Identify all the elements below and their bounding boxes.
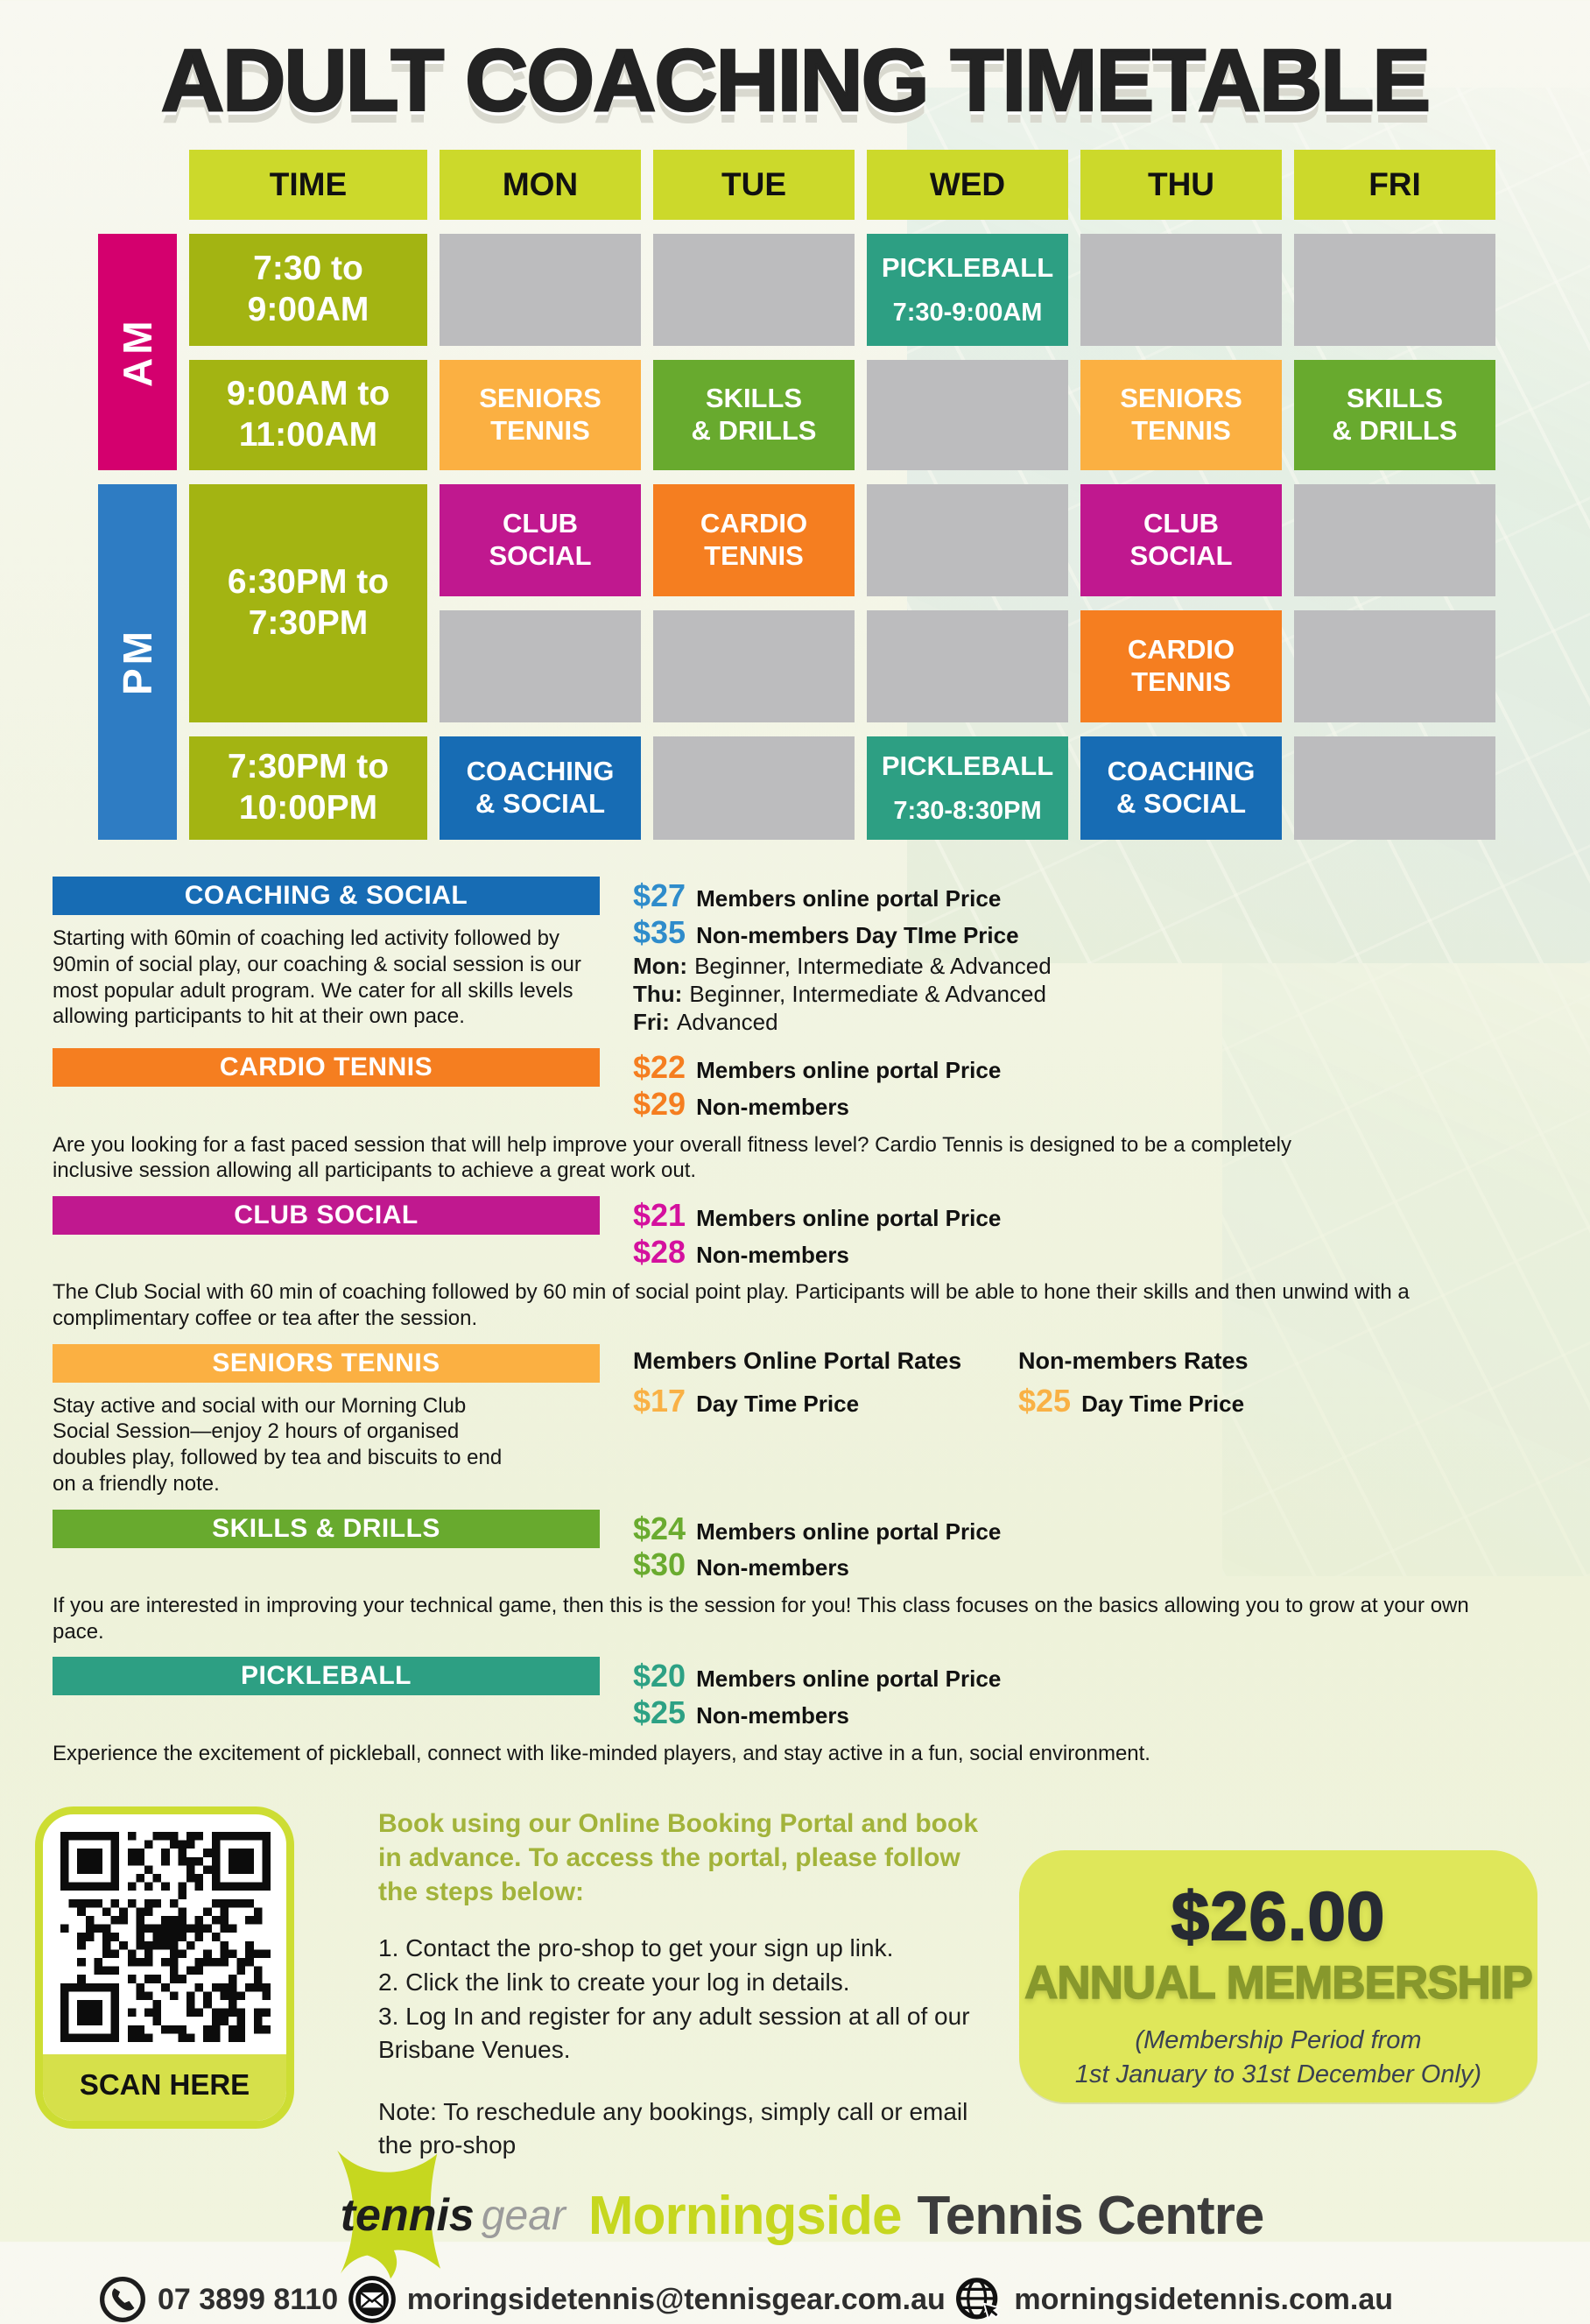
membership-title: ANNUAL MEMBERSHIP	[1024, 1957, 1532, 2010]
membership-period: (Membership Period from 1st January to 31st December Only)	[1074, 2026, 1482, 2089]
booking-instructions	[378, 1806, 982, 2161]
seniors-nonmembers-rates: Non-members Rates $25 Day Time Price	[1018, 1347, 1249, 1419]
program-skills-drills	[53, 1510, 1537, 1645]
am-row-label: AM	[98, 234, 177, 470]
empty-slot	[440, 610, 641, 722]
coaching-levels: Mon: Beginner, Intermediate & Advanced Thu: Beginner, Intermediate & Advanced Fri: Advanced	[633, 953, 1052, 1035]
empty-slot	[1294, 736, 1495, 840]
page-title: ADULT COACHING TIMETABLE	[160, 32, 1430, 130]
slot-thu-pm-club-social: CLUB SOCIAL	[1080, 484, 1282, 596]
seniors-tennis-header: SENIORS TENNIS	[53, 1344, 600, 1383]
seniors-members-rates: Members Online Portal Rates $17 Day Time Price	[633, 1347, 962, 1419]
club-nonmember-price: $28 Non-members	[633, 1233, 849, 1270]
program-sections	[53, 877, 1537, 1766]
pickleball-nonmember-price: $25 Non-members	[633, 1694, 849, 1730]
slot-thu-am-seniors-tennis: SENIORS TENNIS	[1080, 360, 1282, 470]
column-header-tue: TUE	[653, 150, 855, 220]
booking-step-2: 2. Click the link to create your log in details.	[378, 1968, 850, 1996]
club-social-header: CLUB SOCIAL	[53, 1196, 600, 1235]
slot-fri-am-skills-drills: SKILLS & DRILLS	[1294, 360, 1495, 470]
empty-slot	[1294, 234, 1495, 346]
time-slot-900-1100am: 9:00AM to 11:00AM	[189, 360, 427, 470]
cardio-member-price: $22 Members online portal Price	[633, 1049, 1002, 1086]
booking-step-1: 1. Contact the pro-shop to get your sign up link.	[378, 1934, 894, 1962]
pm-row-label: PM	[98, 484, 177, 840]
qr-code	[60, 1832, 271, 2042]
column-header-wed: WED	[867, 150, 1068, 220]
phone-icon	[98, 2275, 147, 2324]
cardio-tennis-header: CARDIO TENNIS	[53, 1048, 600, 1087]
phone-number: 07 3899 8110	[158, 2282, 339, 2316]
seniors-tennis-description: Stay active and social with our Morning Club Social Session—enjoy 2 hours of organised doubles play, followed by tea and biscuits to end on a friendly note.	[53, 1393, 503, 1496]
email-address: moringsidetennis@tennisgear.com.au	[406, 2282, 946, 2316]
empty-slot	[867, 484, 1068, 596]
column-header-thu: THU	[1080, 150, 1282, 220]
time-slot-730-1000pm: 7:30PM to 10:00PM	[189, 736, 427, 840]
time-slot-630-730pm: 6:30PM to 7:30PM	[189, 484, 427, 722]
empty-slot	[867, 610, 1068, 722]
website-url: morningsidetennis.com.au	[1014, 2282, 1393, 2316]
booking-qr-card	[35, 1806, 294, 2129]
logo-word-gear: gear	[481, 2192, 566, 2239]
column-header-fri: FRI	[1294, 150, 1495, 220]
program-pickleball	[53, 1657, 1537, 1766]
slot-thu-pm-coaching-social: COACHING & SOCIAL	[1080, 736, 1282, 840]
logo-word-morningside: Morningside	[587, 2185, 902, 2246]
coaching-nonmember-price: $35 Non-members Day TIme Price	[633, 913, 1019, 950]
annual-membership-card	[1019, 1850, 1537, 2102]
column-header-mon: MON	[440, 150, 641, 220]
time-slot-730-900am: 7:30 to 9:00AM	[189, 234, 427, 346]
empty-slot	[1080, 234, 1282, 346]
skills-member-price: $24 Members online portal Price	[633, 1510, 1002, 1546]
slot-tue-pm-cardio-tennis: CARDIO TENNIS	[653, 484, 855, 596]
website-contact	[954, 2275, 1393, 2324]
brand-logo	[0, 2165, 1590, 2266]
column-header-time: TIME	[189, 150, 427, 220]
bottom-region	[35, 1806, 1537, 2161]
empty-slot	[653, 736, 855, 840]
club-member-price: $21 Members online portal Price	[633, 1197, 1002, 1234]
slot-wed-am-pickleball: PICKLEBALL 7:30-9:00AM	[867, 234, 1068, 346]
booking-heading: Book using our Online Booking Portal and book in advance. To access the portal, please follow the steps below:	[378, 1809, 979, 1907]
pickleball-member-price: $20 Members online portal Price	[633, 1658, 1002, 1694]
coaching-social-description: Starting with 60min of coaching led activity followed by 90min of social play, our coaching & social session is our most popular adult program. We cater for all skills levels allowing participants to hit at their own pace.	[53, 926, 581, 1029]
coaching-social-header: COACHING & SOCIAL	[53, 877, 600, 915]
slot-mon-pm-club-social: CLUB SOCIAL	[440, 484, 641, 596]
slot-mon-pm-coaching-social: COACHING & SOCIAL	[440, 736, 641, 840]
pickleball-description: Experience the excitement of pickleball, connect with like-minded players, and stay active in a fun, social environment.	[53, 1741, 1150, 1765]
slot-wed-pm-pickleball: PICKLEBALL 7:30-8:30PM	[867, 736, 1068, 840]
empty-slot	[867, 360, 1068, 470]
empty-slot	[1294, 484, 1495, 596]
cardio-tennis-description: Are you looking for a fast paced session that will help improve your overall fitness level? Cardio Tennis is designed to be a completely inclusive session allowing all participants to achieve a great work out.	[53, 1132, 1291, 1183]
program-seniors-tennis	[53, 1344, 1537, 1497]
program-coaching-social	[53, 877, 1537, 1036]
pickleball-header: PICKLEBALL	[53, 1657, 600, 1695]
slot-mon-am-seniors-tennis: SENIORS TENNIS	[440, 360, 641, 470]
phone-contact	[98, 2275, 338, 2324]
empty-slot	[440, 234, 641, 346]
empty-slot	[1294, 610, 1495, 722]
skills-drills-description: If you are interested in improving your technical game, then this is the session for you! This class focuses on the basics allowing you to grow at your own pace.	[53, 1593, 1469, 1644]
contact-row	[0, 2275, 1590, 2324]
empty-slot	[653, 234, 855, 346]
globe-cursor-icon	[954, 2275, 1003, 2324]
membership-price: $26.00	[1171, 1877, 1386, 1955]
coaching-member-price: $27 Members online portal Price	[633, 877, 1002, 913]
program-cardio-tennis	[53, 1048, 1537, 1184]
empty-slot	[653, 610, 855, 722]
seniors-rates	[633, 1344, 1404, 1420]
email-contact	[348, 2275, 946, 2324]
slot-thu-pm2-cardio-tennis: CARDIO TENNIS	[1080, 610, 1282, 722]
timetable	[98, 150, 1495, 840]
club-social-description: The Club Social with 60 min of coaching followed by 60 min of social point play. Participants will be able to hone their skills and then unwind with a complimentary coffee or tea after the session.	[53, 1280, 1410, 1330]
skills-nonmember-price: $30 Non-members	[633, 1546, 849, 1583]
slot-tue-am-skills-drills: SKILLS & DRILLS	[653, 360, 855, 470]
logo-word-tennis-centre: Tennis Centre	[917, 2185, 1264, 2246]
program-club-social	[53, 1196, 1537, 1332]
booking-step-3: 3. Log In and register for any adult session at all of our Brisbane Venues.	[378, 2002, 970, 2064]
skills-drills-header: SKILLS & DRILLS	[53, 1510, 600, 1548]
cardio-nonmember-price: $29 Non-members	[633, 1085, 849, 1122]
email-icon	[348, 2275, 397, 2324]
scan-here-label: SCAN HERE	[43, 2054, 286, 2121]
logo-word-tennis: tennis	[340, 2190, 475, 2242]
booking-note: Note: To reschedule any bookings, simply call or email the pro-shop	[378, 2097, 968, 2159]
